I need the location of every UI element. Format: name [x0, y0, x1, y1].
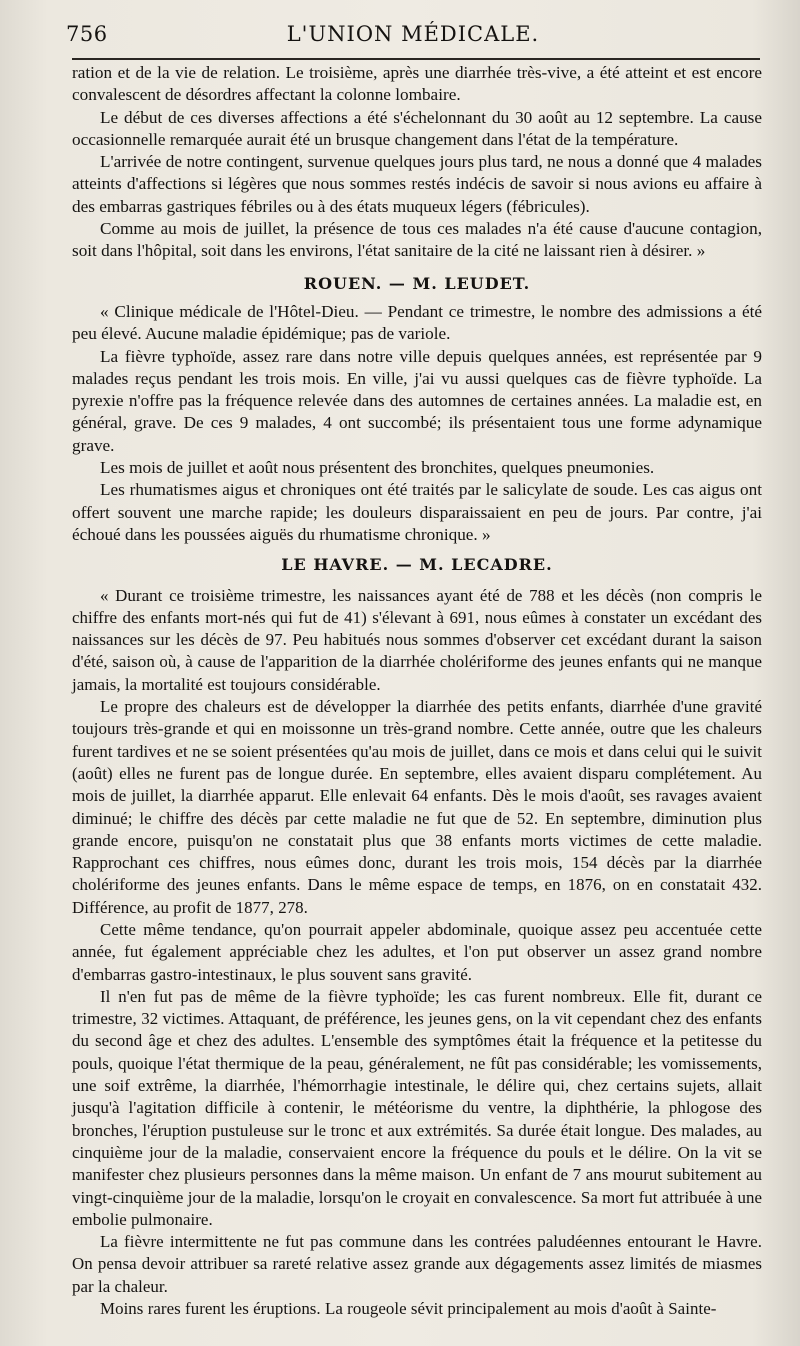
paragraph: Le propre des chaleurs est de développer la diarrhée des petits enfants, diarrhée d'une gravité toujours très-grande et qui en moissonne un très-grand nombre. Cette année, outre que les chaleurs furent tardives et ne se soient présentées qu'au mois de juillet, dans ce mois et dans celui qui le suivit (août) elles ne furent pas de longue durée. En septembre, elles avaient disparu complétement. Au mois de juillet, la diarrhée apparut. Elle enlevait 64 enfants. Dès le mois d'août, ses ravages avaient diminué; le chiffre des décès par cette maladie ne fut que de 52. En septembre, diminution plus grande encore, puisqu'on ne constatait plus que 38 enfants morts victimes de cette maladie. Rapprochant ces chiffres, nous eûmes donc, durant les trois mois, 154 décès par la diarrhée cholériforme des jeunes enfants. Dans le même espace de temps, en 1876, on en constatait 432. Différence, au profit de 1877, 278. [72, 697, 762, 917]
paragraph: La fièvre typhoïde, assez rare dans notre ville depuis quelques années, est représentée par 9 malades reçus pendant les trois mois. En ville, j'ai vu aussi quelques cas de fièvre typhoïde. La pyrexie n'offre pas la fréquence relevée dans des automnes de certaines années. La maladie est, en général, grave. De ces 9 malades, 4 ont succombé; ils présentaient tous une forme adynamique grave. [72, 346, 762, 455]
page-number: 756 [66, 22, 108, 46]
section-heading-le-havre: LE HAVRE. — M. LECADRE. [281, 555, 553, 575]
paragraph: « Clinique médicale de l'Hôtel-Dieu. — Pendant ce trimestre, le nombre des admissions a été peu élevé. Aucune maladie épidémique; pas de variole. [72, 301, 762, 344]
paragraph: Les rhumatismes aigus et chroniques ont été traités par le salicylate de soude. Les cas aigus ont offert souvent une marche rapide; les douleurs disparaissaient en peu de jours. Par contre, j'ai échoué dans les poussées aiguës du rhumatisme chronique. » [72, 480, 762, 544]
paragraph: ration et de la vie de relation. Le troisième, après une diarrhée très-vive, a été atteint et est encore convalescent de désordres affectant la colonne lombaire. [72, 63, 762, 105]
section-heading-rouen: ROUEN. — M. LEUDET. [303, 273, 531, 293]
paragraph: « Durant ce troisième trimestre, les naissances ayant été de 788 et les décès (non compris le chiffre des enfants mort-nés qui fut de 41) s'élevant à 691, nous eûmes à constater un excédant des naissances sur les décès de 97. Peu habitués nous sommes d'observer cet excédant durant la saison d'été, saison où, à cause de l'apparition de la diarrhée cholériforme des jeunes enfants qui ne manque jamais, la mortalité est toujours considérable. [72, 585, 762, 694]
paragraph: L'arrivée de notre contingent, survenue quelques jours plus tard, ne nous a donné que 4 malades atteints d'affections si légères que nous sommes restés indécis de savoir si nous avions eu affaire à des embarras gastriques fébriles ou à des états muqueux légers (fébricules). [72, 152, 762, 216]
paragraph: La fièvre intermittente ne fut pas commune dans les contrées paludéennes entourant le Havre. On pensa devoir attribuer sa rareté relative assez grande aux dégagements assez limités de miasmes par la chaleur. [72, 1232, 762, 1296]
paragraph: Comme au mois de juillet, la présence de tous ces malades n'a été cause d'aucune contagion, soit dans l'hôpital, soit dans les environs, l'état sanitaire de la cité ne laissant rien à désirer. » [72, 219, 762, 261]
paragraph: Le début de ces diverses affections a été s'échelonnant du 30 août au 12 septembre. La cause occasionnelle remarquée aurait été un brusque changement dans l'état de la température. [72, 107, 762, 149]
header-rule [72, 58, 760, 60]
paragraph: Les mois de juillet et août nous présentent des bronchites, quelques pneumonies. [100, 458, 655, 478]
paragraph: Il n'en fut pas de même de la fièvre typhoïde; les cas furent nombreux. Elle fit, durant ce trimestre, 32 victimes. Attaquant, de préférence, les jeunes gens, on la vit cependant chez des enfants du second âge et chez des adultes. L'ensemble des symptômes était la fréquence et la petitesse du pouls, quoique l'état thermique de la peau, généralement, ne fût pas considérable; les vomissements, une soif extrême, la diarrhée, l'hémorrhagie intestinale, le délire qui, chez certains sujets, allait jusqu'à l'agitation difficile à contenir, le météorisme du ventre, la diphthérie, la phlogose des bronches, l'éruption pustuleuse sur le tronc et aux extrémités. Sa durée était longue. Des malades, au cinquième jour de la maladie, conservaient encore la fréquence du pouls et le délire. On la vit se manifester chez plusieurs personnes dans la même maison. Un enfant de 7 ans mourut subitement au vingt-cinquième jour de la maladie, lorsqu'on le croyait en convalescence. Sa mort fut attribuée à une embolie pulmonaire. [72, 986, 762, 1229]
paragraph: Cette même tendance, qu'on pourrait appeler abdominale, quoique assez peu accentuée cette année, fut également appréciable chez les adultes, et l'on put observer un assez grand nombre d'embarras gastro-intestinaux, le plus souvent sans gravité. [72, 919, 762, 984]
paragraph: Moins rares furent les éruptions. La rougeole sévit principalement au mois d'août à Sainte- [100, 1299, 717, 1319]
journal-title: L'UNION MÉDICALE. [286, 22, 540, 46]
page-header [66, 18, 760, 48]
article-body [72, 62, 762, 1320]
